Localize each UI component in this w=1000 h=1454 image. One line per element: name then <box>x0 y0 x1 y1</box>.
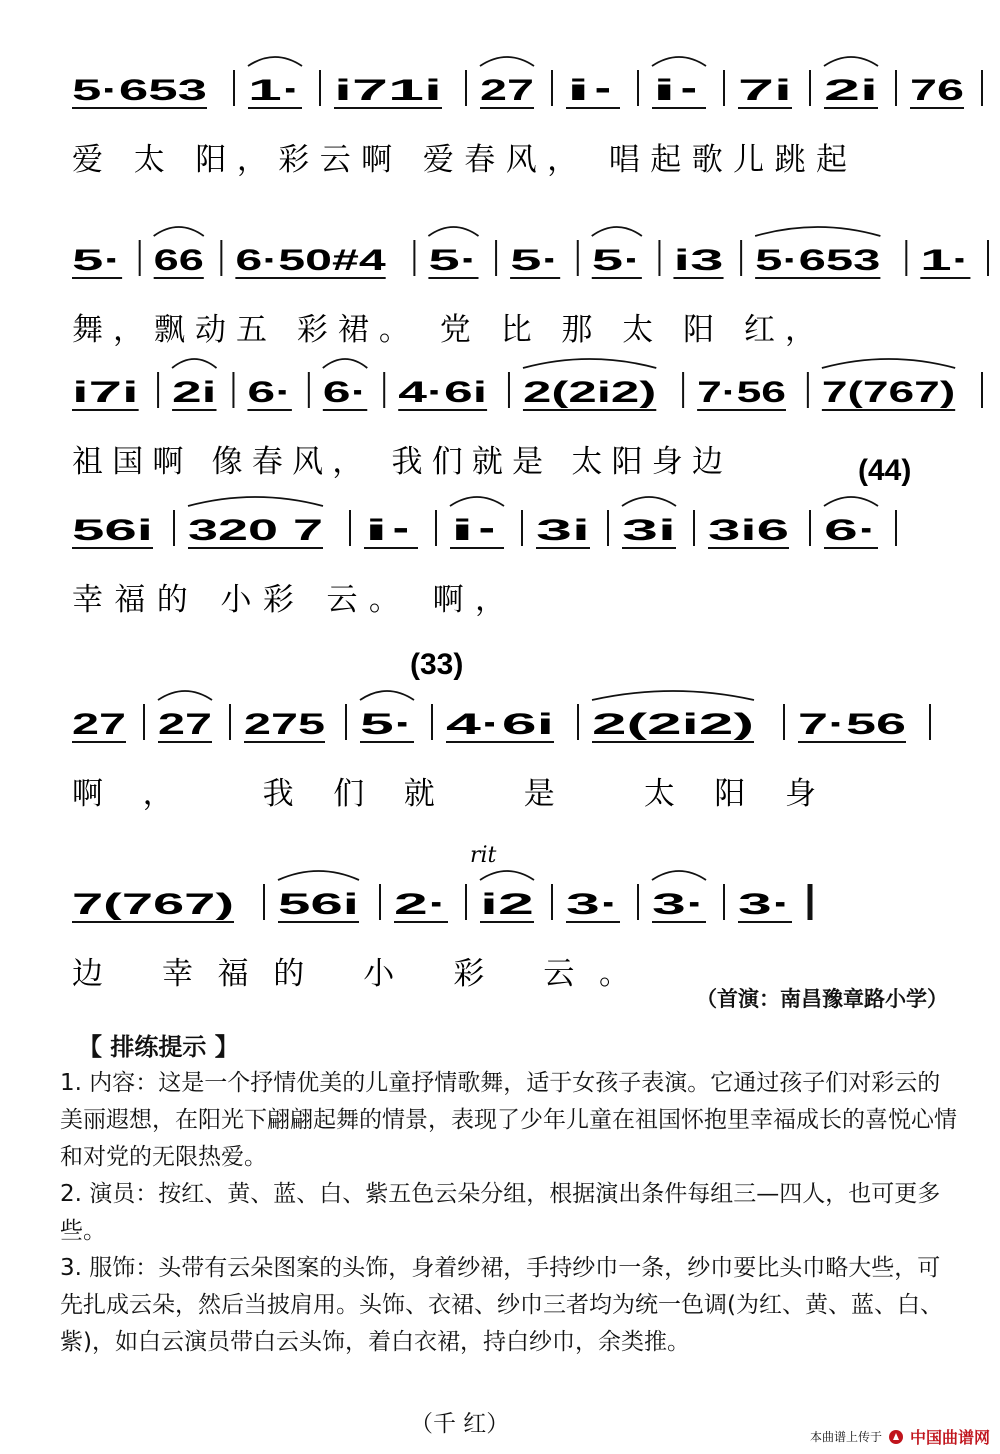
premiere-note: （首演：南昌豫章路小学） <box>696 987 948 1011</box>
note-group: 1· <box>248 74 302 107</box>
note-group: i· <box>652 74 706 107</box>
note-group: 5· <box>428 244 479 277</box>
slur-arc <box>480 57 534 66</box>
site-footer <box>810 1425 990 1448</box>
slur-arc <box>188 497 323 506</box>
note-group: 2i <box>172 376 217 409</box>
slur-arc <box>248 57 302 66</box>
note-group: 5· <box>591 244 642 277</box>
note-group: 5·653 <box>755 244 881 277</box>
note-group: 3i <box>536 514 590 547</box>
author-credit: （千 红） <box>410 1411 510 1437</box>
note-group: 6·50#4 <box>235 244 387 277</box>
tip-item: 2. 演员：按红、黄、蓝、白、紫五色云朵分组，根据演出条件每组三—四人，也可更多些。 <box>60 1181 941 1244</box>
note-group: 320 7 <box>188 514 323 547</box>
slur-arc <box>755 227 880 236</box>
upload-text: 本曲谱上传于 <box>809 1430 882 1444</box>
note-group: 27 <box>72 708 126 741</box>
note-group: 27 <box>158 708 212 741</box>
slur-arc <box>592 227 642 236</box>
note-group: i· <box>364 514 418 547</box>
note-group: 3· <box>566 888 620 921</box>
note-group: 7i <box>738 74 792 107</box>
slur-arc <box>172 359 216 368</box>
note-group: 2(2i2) <box>522 376 657 409</box>
note-group: 5· <box>72 244 123 277</box>
slur-arc <box>652 57 706 66</box>
note-group: 5· <box>360 708 414 741</box>
slur-arc <box>622 497 676 506</box>
ornament-annotation: (33) <box>410 648 464 681</box>
site-logo-icon <box>888 1429 904 1445</box>
note-group: 56i <box>72 514 153 547</box>
note-group: i7i <box>72 376 139 409</box>
note-group: 4·6i <box>398 376 488 409</box>
slur-arc <box>428 227 478 236</box>
lyric-line: 祖国啊 像春风， 我们就是 太阳身边 <box>72 444 723 480</box>
slur-arc <box>480 871 534 880</box>
note-group: 275 <box>244 708 325 741</box>
slur-arc <box>523 359 656 368</box>
slur-arc <box>824 497 878 506</box>
note-group: 3i6 <box>708 514 789 547</box>
note-group: i· <box>450 514 504 547</box>
note-group: i2 <box>480 888 534 921</box>
note-group: 6· <box>824 514 878 547</box>
lyric-line: 幸福的 小彩 云。 啊， <box>72 582 506 618</box>
note-group: 5· <box>510 244 561 277</box>
note-group: i3 <box>673 244 724 277</box>
lyric-line: 边 幸福的 小 彩 云。 <box>72 956 630 990</box>
rehearsal-tips <box>60 1065 960 1361</box>
note-group: 4·6i <box>446 708 554 741</box>
lyric-line: 啊， 我们就 是 太阳身 <box>72 776 816 812</box>
note-group: 7·56 <box>697 376 786 409</box>
ornament-annotation: (44) <box>858 454 912 487</box>
slur-arc <box>450 497 504 506</box>
note-group: i· <box>566 74 620 107</box>
note-group: 7(767) <box>821 376 956 409</box>
tip-item: 3. 服饰：头带有云朵图案的头饰，身着纱裙，手持纱巾一条，纱巾要比头巾略大些，可先扎成云朵，然后当披肩用。头饰、衣裙、纱巾三者均为统一色调(为红、黄、蓝、白、紫)，如白云演员带白云头饰，着白衣裙，持白纱巾，余类推。 <box>60 1255 943 1355</box>
slur-arc <box>824 57 878 66</box>
note-group: 5·653 <box>72 74 207 107</box>
tempo-marking: rit <box>470 843 497 868</box>
lyric-line: 爱 太 阳，彩云啊 爱春风， 唱起歌儿跳起 <box>72 142 847 178</box>
slur-arc <box>652 871 706 880</box>
note-group: 2· <box>394 888 448 921</box>
tip-item: 1. 内容：这是一个抒情优美的儿童抒情歌舞，适于女孩子表演。它通过孩子们对彩云的美丽遐想，在阳光下翩翩起舞的情景，表现了少年儿童在祖国怀抱里幸福成长的喜悦心情和对党的无限热爱。 <box>60 1070 957 1170</box>
note-group: 76 <box>910 74 964 107</box>
note-group: 66 <box>153 244 204 277</box>
note-group: 3· <box>652 888 706 921</box>
note-group: 6· <box>247 376 292 409</box>
slur-arc <box>360 691 414 700</box>
slur-arc <box>158 691 212 700</box>
note-group: 3i <box>622 514 676 547</box>
site-name[interactable]: 中国曲谱网 <box>909 1428 990 1447</box>
lyric-line: 舞，飘动五 彩裙。 党 比 那 太 阳 红， <box>72 312 816 348</box>
note-group: 1· <box>920 244 971 277</box>
slur-arc <box>278 871 359 880</box>
note-group: i71i <box>334 74 442 107</box>
note-group: 7(767) <box>72 888 234 921</box>
note-group: 3· <box>738 888 792 921</box>
note-group: 2(2i2) <box>592 708 754 741</box>
slur-arc <box>822 359 955 368</box>
note-group: 56i <box>278 888 359 921</box>
slur-arc <box>323 359 367 368</box>
note-group: 6· <box>322 376 368 409</box>
note-group: 2i <box>824 74 878 107</box>
note-group: 7·56 <box>798 708 906 741</box>
section-title: 【 排练提示 】 <box>78 1033 239 1061</box>
note-group: 27 <box>480 74 534 107</box>
slur-arc <box>592 691 754 700</box>
slur-arc <box>154 227 204 236</box>
